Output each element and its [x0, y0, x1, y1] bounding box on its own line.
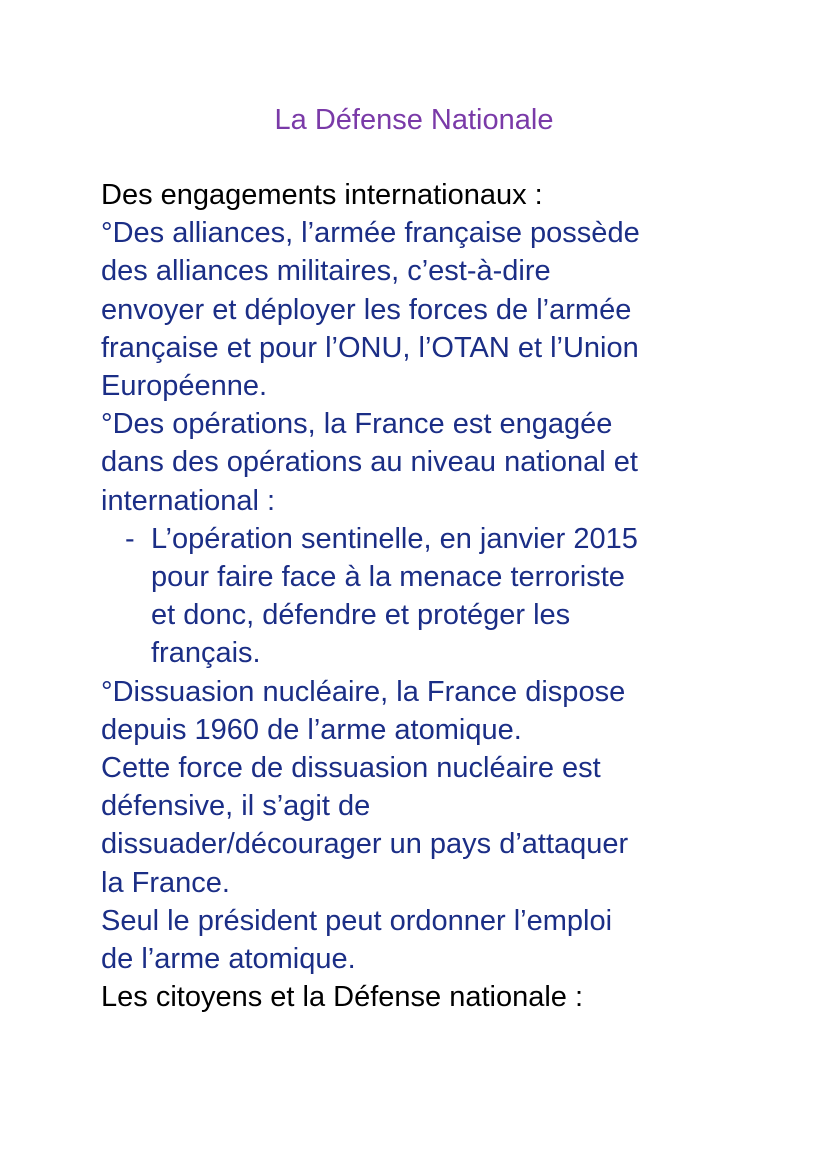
- paragraph-dissuasion-line: °Dissuasion nucléaire, la France dispose: [101, 675, 626, 708]
- bullet-line: L’opération sentinelle, en janvier 2015: [151, 522, 638, 555]
- paragraph-alliances-line: Européenne.: [101, 370, 268, 403]
- bullet-item-sentinelle: [101, 520, 741, 673]
- paragraph-alliances-line: française et pour l’ONU, l’OTAN et l’Union: [101, 331, 639, 364]
- paragraph-alliances-line: °Des alliances, l’armée française possède: [101, 217, 640, 250]
- section-heading-international: Des engagements internationaux :: [101, 179, 543, 211]
- paragraph-operations-line: °Des opérations, la France est engagée: [101, 408, 613, 441]
- paragraph-alliances-line: des alliances militaires, c’est-à-dire: [101, 255, 551, 288]
- paragraph-dissuasion-line: défensive, il s’agit de: [101, 790, 371, 823]
- paragraph-operations-line: dans des opérations au niveau national et: [101, 446, 638, 479]
- bullet-dash: -: [125, 522, 135, 555]
- bullet-line: français.: [151, 637, 261, 670]
- paragraph-dissuasion-line: Seul le président peut ordonner l’emploi: [101, 904, 613, 937]
- paragraph-dissuasion-line: dissuader/décourager un pays d’attaquer: [101, 828, 629, 861]
- paragraph-dissuasion-line: Cette force de dissuasion nucléaire est: [101, 752, 601, 785]
- paragraph-dissuasion-line: depuis 1960 de l’arme atomique.: [101, 713, 522, 746]
- bullet-line: pour faire face à la menace terroriste: [151, 561, 625, 594]
- document-body: [101, 176, 741, 1016]
- paragraph-dissuasion-line: de l’arme atomique.: [101, 943, 356, 976]
- page-title: La Défense Nationale: [274, 104, 554, 136]
- paragraph-operations-line: international :: [101, 484, 276, 517]
- paragraph-alliances-line: envoyer et déployer les forces de l’armée: [101, 293, 632, 326]
- paragraph-dissuasion-line: la France.: [101, 866, 230, 899]
- section-heading-citizens: Les citoyens et la Défense nationale :: [101, 981, 584, 1014]
- bullet-line: et donc, défendre et protéger les: [151, 599, 571, 632]
